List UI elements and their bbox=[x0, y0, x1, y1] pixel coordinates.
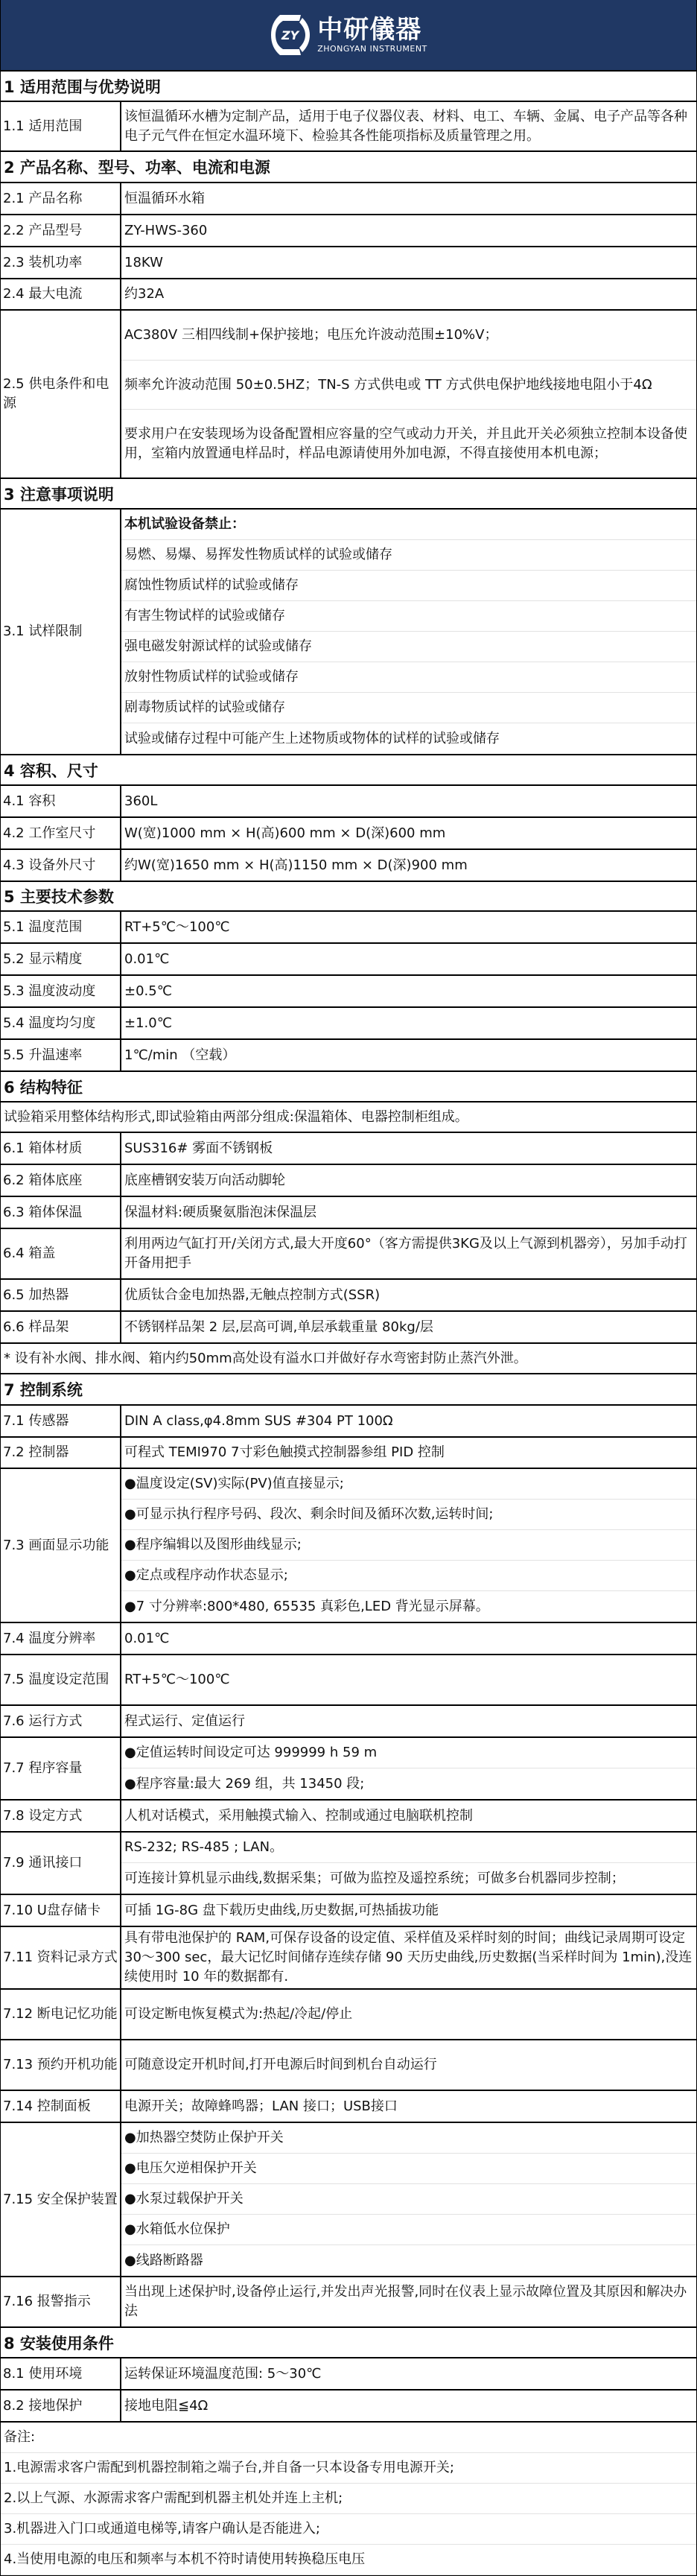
remark-line: 1.电源需求客户需配到机器控制箱之端子台,并自备一只本设备专用电源开关; bbox=[1, 2453, 696, 2484]
spec-value-cell bbox=[121, 786, 696, 816]
spec-value: 强电磁发射源试样的试验或储存 bbox=[121, 632, 696, 662]
spec-label: 5.1 温度范围 bbox=[1, 912, 121, 942]
spec-label: 6.2 箱体底座 bbox=[1, 1165, 121, 1196]
spec-label: 7.14 控制面板 bbox=[1, 2091, 121, 2122]
spec-value-cell bbox=[121, 976, 696, 1006]
spec-row bbox=[1, 1990, 696, 2040]
spec-value-cell bbox=[121, 1280, 696, 1310]
spec-label: 7.1 传感器 bbox=[1, 1406, 121, 1436]
spec-value-cell bbox=[121, 183, 696, 214]
spec-value: 可随意设定开机时间,打开电源后时间到机台自动运行 bbox=[124, 2057, 437, 2072]
spec-value-cell bbox=[121, 1623, 696, 1654]
spec-label: 7.12 断电记忆功能 bbox=[1, 1990, 121, 2039]
spec-value: W(宽)1000 mm × H(高)600 mm × D(深)600 mm bbox=[124, 825, 446, 841]
brand-name-en: ZHONGYAN INSTRUMENT bbox=[317, 44, 427, 54]
spec-value: 要求用户在安装现场为设备配置相应容量的空气或动力开关，并且此开关必须独立控制本设备使用，室箱内放置通电样品时，样品电源请使用外加电源，不得直接使用本机电源； bbox=[124, 425, 687, 461]
spec-label: 7.3 画面显示功能 bbox=[1, 1469, 121, 1622]
spec-value: AC380V 三相四线制+保护接地；电压允许波动范围±10%V； bbox=[121, 311, 696, 361]
spec-label: 7.11 资料记录方式 bbox=[1, 1927, 121, 1988]
spec-label: 2.3 装机功率 bbox=[1, 247, 121, 278]
spec-row bbox=[1, 183, 696, 215]
spec-value: 频率允许波动范围 50±0.5HZ；TN-S 方式供电或 TT 方式供电保护地线接地电阻小于4Ω bbox=[121, 361, 696, 410]
spec-value: 放射性物质试样的试验或储存 bbox=[121, 662, 696, 693]
spec-row bbox=[1, 247, 696, 279]
spec-value-cell bbox=[121, 215, 696, 246]
section-heading: 1 适用范围与优势说明 bbox=[1, 72, 696, 102]
spec-row bbox=[1, 2123, 696, 2277]
spec-value: ±1.0℃ bbox=[124, 1015, 172, 1031]
spec-row bbox=[1, 215, 696, 247]
spec-row bbox=[1, 1927, 696, 1990]
section-heading: 2 产品名称、型号、功率、电流和电源 bbox=[1, 152, 696, 183]
spec-value-cell bbox=[121, 912, 696, 942]
spec-value: ●电压欠逆相保护开关 bbox=[121, 2154, 696, 2184]
spec-value: 易燃、易爆、易挥发性物质试样的试验或储存 bbox=[121, 540, 696, 571]
spec-label: 7.15 安全保护装置 bbox=[1, 2123, 121, 2276]
spec-value: ●程序容量:最大 269 组，共 13450 段; bbox=[124, 1775, 365, 1792]
spec-value: 可插 1G-8G 盘下载历史曲线,历史数据,可热插拔功能 bbox=[124, 1902, 439, 1918]
spec-value: 保温材料:硬质聚氨脂泡沫保温层 bbox=[124, 1204, 317, 1220]
spec-label: 7.13 预约开机功能 bbox=[1, 2040, 121, 2090]
spec-value-cell bbox=[121, 1895, 696, 1926]
spec-row bbox=[1, 1406, 696, 1438]
spec-row bbox=[1, 2277, 696, 2328]
spec-value-cell bbox=[121, 1438, 696, 1468]
spec-value: ±0.5℃ bbox=[124, 983, 172, 999]
spec-value-cell bbox=[121, 510, 696, 754]
spec-row bbox=[1, 2040, 696, 2091]
spec-value: 腐蚀性物质试样的试验或储存 bbox=[121, 571, 696, 601]
spec-row bbox=[1, 1438, 696, 1469]
spec-value: 0.01℃ bbox=[124, 1630, 170, 1646]
spec-value-cell bbox=[121, 1040, 696, 1070]
spec-label: 7.6 运行方式 bbox=[1, 1706, 121, 1736]
spec-value: ●可显示执行程序号码、段次、剩余时间及循环次数,运转时间; bbox=[121, 1500, 696, 1530]
spec-label: 7.4 温度分辨率 bbox=[1, 1623, 121, 1654]
spec-value: 程式运行、定值运行 bbox=[124, 1713, 245, 1729]
spec-row bbox=[1, 1008, 696, 1040]
spec-value-cell bbox=[121, 1738, 696, 1799]
spec-label: 6.5 加热器 bbox=[1, 1280, 121, 1310]
spec-value-cell bbox=[121, 1655, 696, 1704]
spec-label: 7.2 控制器 bbox=[1, 1438, 121, 1468]
spec-label: 5.2 显示精度 bbox=[1, 944, 121, 974]
spec-value-cell bbox=[121, 1165, 696, 1196]
spec-row bbox=[1, 1280, 696, 1312]
spec-value: 360L bbox=[124, 793, 158, 809]
spec-row bbox=[1, 1133, 696, 1165]
remark-line: 3.机器进入门口或通道电梯等,请客户确认是否能进入; bbox=[1, 2514, 696, 2545]
spec-row bbox=[1, 1040, 696, 1072]
zy-logo-icon bbox=[270, 12, 311, 58]
spec-value-cell bbox=[121, 2123, 696, 2276]
spec-value-cell bbox=[121, 2040, 696, 2090]
spec-value: 运转保证环境温度范围: 5～30℃ bbox=[124, 2365, 322, 2382]
spec-row bbox=[1, 2391, 696, 2423]
spec-value-cell bbox=[121, 818, 696, 848]
spec-value: 优质钛合金电加热器,无触点控制方式(SSR) bbox=[124, 1287, 381, 1303]
spec-value: 具有带电池保护的 RAM,可保存设备的设定值、采样值及采样时刻的时间；曲线记录周期可设定 30～300 sec，最大记忆时间储存连续存储 90 天历史曲线,历史数据(当采样时间为 1min),没连续使用时 10 年的数据都有. bbox=[124, 1930, 693, 1985]
section-heading: 5 主要技术参数 bbox=[1, 882, 696, 912]
spec-label: 8.1 使用环境 bbox=[1, 2358, 121, 2389]
section-heading: 6 结构特征 bbox=[1, 1072, 696, 1103]
spec-value: 当出现上述保护时,设备停止运行,并发出声光报警,同时在仪表上显示故障位置及其原因和解决办法 bbox=[124, 2284, 687, 2319]
spec-value: 可连接计算机显示曲线,数据采集；可做为监控及遥控系统；可做多台机器同步控制； bbox=[124, 1870, 625, 1886]
spec-label: 7.5 温度设定范围 bbox=[1, 1655, 121, 1704]
spec-value-cell bbox=[121, 1469, 696, 1622]
section-intro: 试验箱采用整体结构形式,即试验箱由两部分组成:保温箱体、电器控制柜组成。 bbox=[1, 1103, 696, 1133]
spec-value: 约W(宽)1650 mm × H(高)1150 mm × D(深)900 mm bbox=[124, 857, 468, 873]
spec-row bbox=[1, 786, 696, 818]
spec-value: DIN A class,φ4.8mm SUS #304 PT 100Ω bbox=[124, 1412, 393, 1429]
spec-value: 本机试验设备禁止： bbox=[121, 510, 696, 540]
spec-label: 7.16 报警指示 bbox=[1, 2277, 121, 2326]
spec-row bbox=[1, 1895, 696, 1927]
spec-value-cell bbox=[121, 311, 696, 478]
spec-value: 约32A bbox=[124, 286, 165, 302]
spec-value: ●程序编辑以及图形曲线显示; bbox=[121, 1530, 696, 1561]
remarks-block bbox=[1, 2423, 696, 2575]
spec-value-cell bbox=[121, 1706, 696, 1736]
spec-row bbox=[1, 102, 696, 152]
remark-line: 4.当使用电源的电压和频率与本机不符时请使用转换稳压电压 bbox=[1, 2545, 696, 2575]
spec-value: ●加热器空焚防止保护开关 bbox=[121, 2123, 696, 2154]
spec-label: 4.3 设备外尺寸 bbox=[1, 850, 121, 881]
spec-label: 5.4 温度均匀度 bbox=[1, 1008, 121, 1038]
spec-value-cell bbox=[121, 850, 696, 881]
spec-label: 5.5 升温速率 bbox=[1, 1040, 121, 1070]
spec-label: 3.1 试样限制 bbox=[1, 510, 121, 754]
spec-value: 1℃/min （空载） bbox=[124, 1047, 236, 1063]
spec-value: 有害生物试样的试验或储存 bbox=[121, 601, 696, 632]
spec-value: 剧毒物质试样的试验或储存 bbox=[121, 693, 696, 723]
spec-label: 2.2 产品型号 bbox=[1, 215, 121, 246]
spec-row bbox=[1, 1655, 696, 1706]
spec-value-cell bbox=[121, 1133, 696, 1164]
spec-value: ●水泵过载保护开关 bbox=[121, 2184, 696, 2215]
spec-row bbox=[1, 1801, 696, 1833]
spec-value: 恒温循环水箱 bbox=[124, 190, 205, 206]
spec-row bbox=[1, 944, 696, 976]
spec-value: RT+5℃～100℃ bbox=[124, 919, 230, 935]
spec-value: RS-232; RS-485 ; LAN。 bbox=[121, 1833, 696, 1863]
spec-value: ZY-HWS-360 bbox=[124, 222, 208, 238]
spec-row bbox=[1, 976, 696, 1008]
section-heading: 4 容积、尺寸 bbox=[1, 755, 696, 786]
spec-value: ●定点或程序动作状态显示; bbox=[121, 1561, 696, 1591]
spec-value: 可设定断电恢复模式为:热起/冷起/停止 bbox=[124, 2006, 353, 2022]
spec-label: 6.6 样品架 bbox=[1, 1312, 121, 1342]
spec-value-cell bbox=[121, 279, 696, 309]
spec-value-cell bbox=[121, 1406, 696, 1436]
spec-label: 7.10 U盘存储卡 bbox=[1, 1895, 121, 1926]
spec-value-cell bbox=[121, 1927, 696, 1988]
spec-label: 7.9 通讯接口 bbox=[1, 1833, 121, 1894]
spec-value-cell bbox=[121, 2091, 696, 2122]
spec-label: 2.4 最大电流 bbox=[1, 279, 121, 309]
spec-value-cell bbox=[121, 2277, 696, 2326]
spec-value: 底座槽钢安装万向活动脚轮 bbox=[124, 1172, 285, 1188]
spec-label: 7.8 设定方式 bbox=[1, 1801, 121, 1831]
section-heading: 8 安装使用条件 bbox=[1, 2328, 696, 2358]
spec-value-cell bbox=[121, 247, 696, 278]
spec-value: ●7 寸分辨率:800*480, 65535 真彩色,LED 背光显示屏幕。 bbox=[124, 1598, 489, 1614]
spec-row bbox=[1, 818, 696, 850]
brand-name-cn: 中研儀器 bbox=[317, 15, 422, 45]
brand-header bbox=[1, 0, 696, 72]
spec-value-cell bbox=[121, 944, 696, 974]
spec-value: 接地电阻≦4Ω bbox=[124, 2397, 209, 2414]
spec-value: 人机对话模式，采用触摸式输入、控制或通过电脑联机控制 bbox=[124, 1807, 473, 1824]
spec-value-cell bbox=[121, 1990, 696, 2039]
spec-value: ●水箱低水位保护 bbox=[121, 2215, 696, 2245]
section-heading: 3 注意事项说明 bbox=[1, 479, 696, 510]
spec-row bbox=[1, 1165, 696, 1197]
spec-table bbox=[1, 72, 696, 2575]
section-note: * 设有补水阀、排水阀、箱内约50mm高处设有溢水口并做好存水弯密封防止蒸汽外泄。 bbox=[1, 1344, 696, 1374]
svg-text:ZY: ZY bbox=[281, 28, 299, 42]
brand-logo bbox=[270, 12, 427, 58]
spec-row bbox=[1, 2358, 696, 2391]
spec-label: 6.1 箱体材质 bbox=[1, 1133, 121, 1164]
spec-value: 不锈钢样品架 2 层,层高可调,单层承载重量 80kg/层 bbox=[124, 1319, 433, 1335]
spec-row bbox=[1, 1738, 696, 1801]
spec-value-cell bbox=[121, 102, 696, 150]
spec-value: 试验或储存过程中可能产生上述物质或物体的试样的试验或储存 bbox=[124, 730, 500, 746]
spec-value: 该恒温循环水槽为定制产品，适用于电子仪器仪表、材料、电工、车辆、金属、电子产品等各种电子元气件在恒定水温环境下、检验其各性能项指标及质量管理之用。 bbox=[124, 108, 687, 144]
spec-value-cell bbox=[121, 1008, 696, 1038]
spec-label: 2.5 供电条件和电源 bbox=[1, 311, 121, 478]
spec-value: ●温度设定(SV)实际(PV)值直接显示; bbox=[121, 1469, 696, 1500]
spec-label: 6.3 箱体保温 bbox=[1, 1197, 121, 1228]
remark-line: 备注: bbox=[1, 2423, 696, 2453]
spec-row bbox=[1, 279, 696, 311]
spec-value: 电源开关；故障蜂鸣器；LAN 接口；USB接口 bbox=[124, 2098, 398, 2114]
spec-value: RT+5℃～100℃ bbox=[124, 1672, 230, 1687]
spec-value-cell bbox=[121, 1197, 696, 1228]
spec-label: 4.2 工作室尺寸 bbox=[1, 818, 121, 848]
spec-row bbox=[1, 1469, 696, 1623]
spec-row bbox=[1, 1623, 696, 1655]
spec-label: 4.1 容积 bbox=[1, 786, 121, 816]
spec-label: 1.1 适用范围 bbox=[1, 102, 121, 150]
spec-row bbox=[1, 1706, 696, 1738]
spec-row bbox=[1, 510, 696, 755]
spec-row bbox=[1, 311, 696, 479]
spec-label: 6.4 箱盖 bbox=[1, 1229, 121, 1278]
spec-value-cell bbox=[121, 1312, 696, 1342]
spec-value: 可程式 TEMI970 7寸彩色触摸式控制器参组 PID 控制 bbox=[124, 1444, 445, 1460]
spec-value: 0.01℃ bbox=[124, 951, 170, 967]
section-heading: 7 控制系统 bbox=[1, 1374, 696, 1406]
spec-value: SUS316# 雾面不锈钢板 bbox=[124, 1140, 273, 1156]
spec-row bbox=[1, 850, 696, 882]
spec-value-cell bbox=[121, 2358, 696, 2389]
spec-value-cell bbox=[121, 1833, 696, 1894]
spec-row bbox=[1, 1229, 696, 1280]
spec-value-cell bbox=[121, 1229, 696, 1278]
spec-value-cell bbox=[121, 1801, 696, 1831]
spec-row bbox=[1, 2091, 696, 2123]
spec-row bbox=[1, 1312, 696, 1344]
spec-label: 2.1 产品名称 bbox=[1, 183, 121, 214]
spec-value: 利用两边气缸打开/关闭方式,最大开度60°（客方需提供3KG及以上气源到机器旁），另加手动打开备用把手 bbox=[124, 1236, 687, 1271]
remark-line: 2.以上气源、水源需求客户需配到机器主机处并连上主机; bbox=[1, 2484, 696, 2514]
spec-label: 8.2 接地保护 bbox=[1, 2391, 121, 2421]
spec-value: ●定值运转时间设定可达 999999 h 59 m bbox=[121, 1738, 696, 1768]
spec-value: 18KW bbox=[124, 254, 163, 270]
spec-value-cell bbox=[121, 2391, 696, 2421]
spec-value: ●线路断路器 bbox=[124, 2252, 203, 2268]
spec-label: 7.7 程序容量 bbox=[1, 1738, 121, 1799]
spec-row bbox=[1, 912, 696, 944]
spec-label: 5.3 温度波动度 bbox=[1, 976, 121, 1006]
spec-row bbox=[1, 1833, 696, 1895]
spec-row bbox=[1, 1197, 696, 1229]
